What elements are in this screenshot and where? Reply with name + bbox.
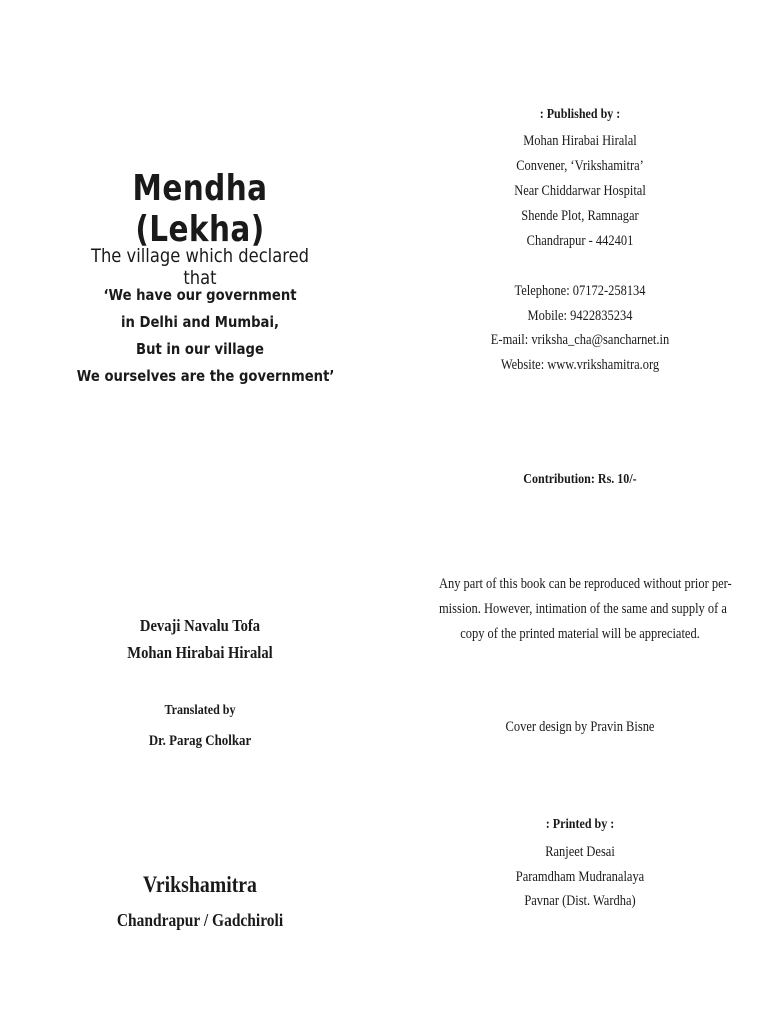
address-line: Convener, ‘Vrikshamitra’	[516, 158, 644, 174]
notice-line: copy of the printed material will be appreciated.	[460, 626, 700, 642]
printer-line: Pavnar (Dist. Wardha)	[524, 893, 636, 909]
author-name: Mohan Hirabai Hiralal	[127, 643, 273, 662]
printed-by-label: : Printed by :	[545, 817, 615, 832]
book-quote	[76, 282, 335, 390]
address-line: Chandrapur - 442401	[526, 233, 634, 249]
mobile: Mobile: 9422835234	[527, 307, 633, 324]
notice-line: Any part of this book can be reproduced without prior per-	[438, 576, 732, 592]
cover-design-credit: Cover design by Pravin Bisne	[505, 719, 655, 735]
quote-line: in Delhi and Mumbai,	[120, 313, 279, 331]
address-line: Near Chiddarwar Hospital	[514, 183, 646, 199]
quote-line: ‘We have our government	[103, 286, 297, 304]
telephone: Telephone: 07172-258134	[514, 283, 646, 299]
translated-by-label: Translated by	[164, 703, 236, 718]
printer-line: Ranjeet Desai	[545, 844, 615, 860]
address-line: Mohan Hirabai Hiralal	[523, 133, 637, 149]
publisher-place: Chandrapur / Gadchiroli	[116, 910, 284, 930]
email: E-mail: vriksha_cha@sancharnet.in	[490, 332, 670, 348]
imprint-column	[430, 0, 730, 1024]
book-subtitle: The village which declared that	[90, 245, 310, 289]
authors	[80, 612, 321, 666]
publisher-name: Vrikshamitra	[143, 872, 257, 897]
contact-details	[451, 279, 709, 377]
address-line: Shende Plot, Ramnagar	[521, 208, 639, 224]
printer-line: Paramdham Mudranalaya	[515, 868, 645, 885]
quote-line: But in our village	[136, 340, 264, 358]
printer-details	[451, 840, 709, 914]
published-by-label: : Published by :	[539, 107, 621, 122]
author-name: Devaji Navalu Tofa	[139, 616, 261, 635]
contribution: Contribution: Rs. 10/-	[523, 472, 637, 487]
publisher-address	[451, 129, 709, 254]
title-page-column	[60, 0, 340, 1024]
translator-name: Dr. Parag Cholkar	[148, 733, 252, 749]
website: Website: www.vrikshamitra.org	[500, 356, 660, 373]
book-title: Mendha (Lekha)	[132, 168, 268, 250]
reproduction-notice	[438, 572, 732, 647]
notice-line: mission. However, intimation of the same and supply of a	[438, 601, 727, 617]
quote-line: We ourselves are the government’	[76, 367, 335, 385]
